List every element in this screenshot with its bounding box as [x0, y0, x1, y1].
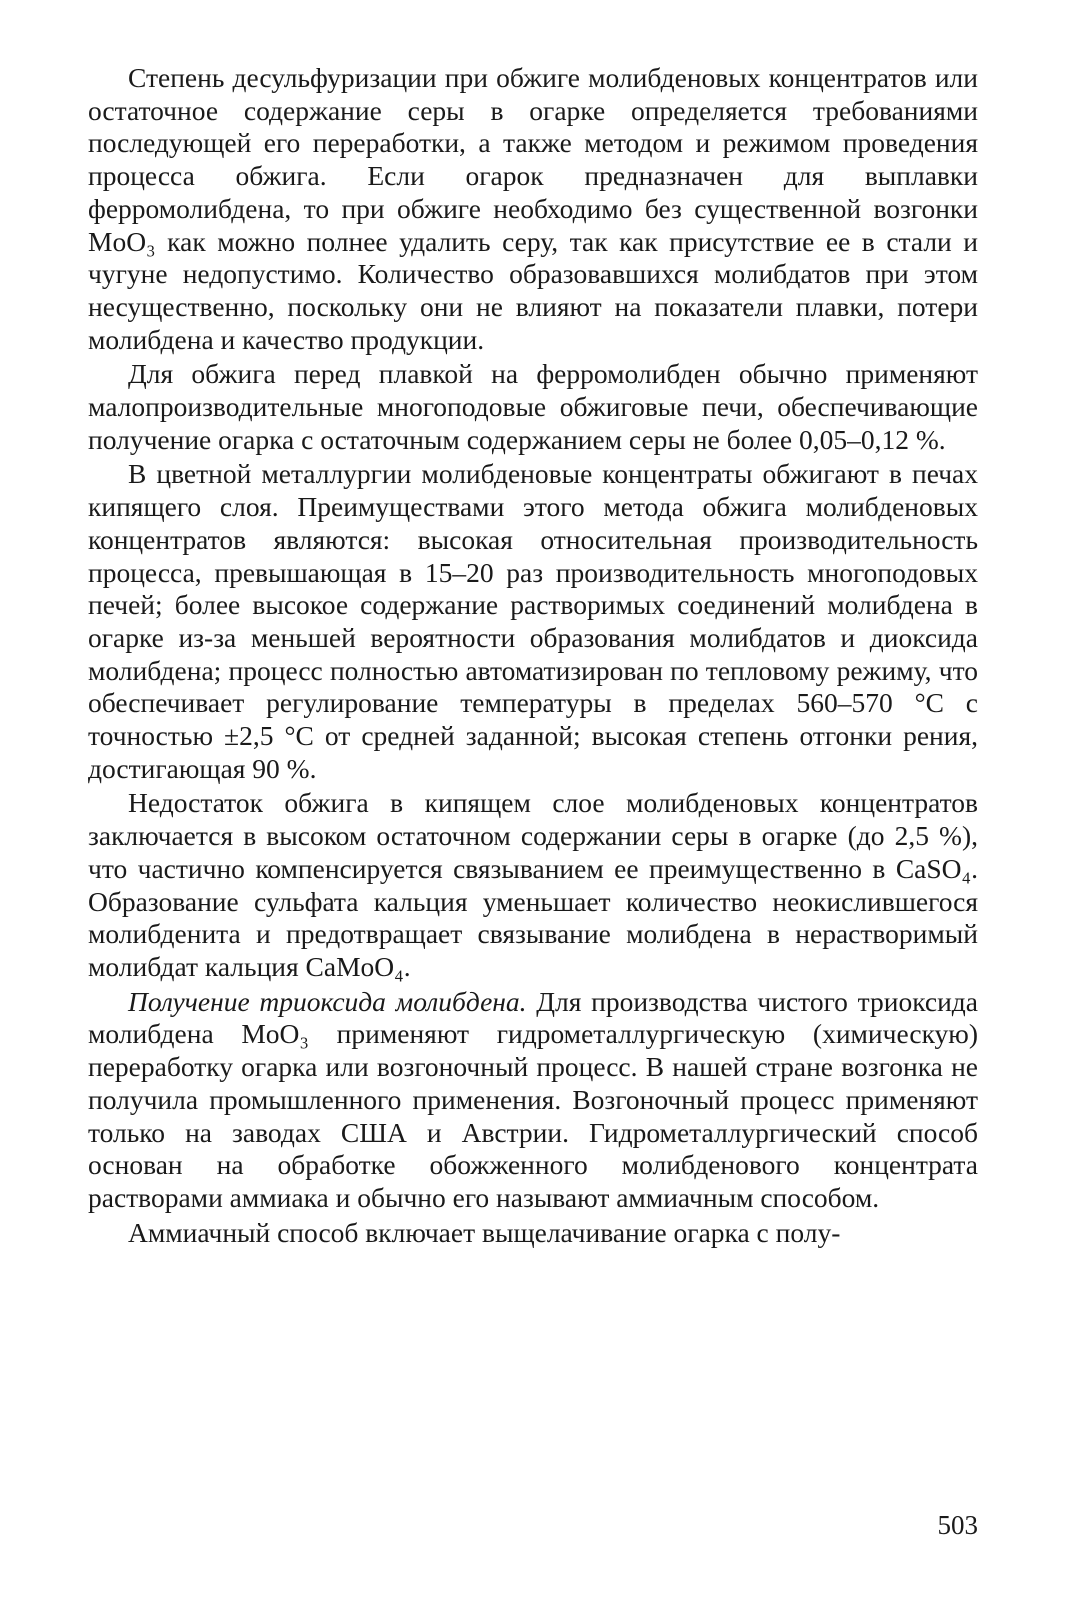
paragraph-fluidized-bed-drawback: Недостаток обжига в кипящем слое молибденовых концентратов заключается в высоком остаточном содержании серы в огарке (до 2,5 %), что частично компенсируется связыванием ее преимущественно в CaSO₄. Образование сульфата кальция уменьшает количество неокислившегося молибденита и предотвращает связывание молибдена в нерастворимый молибдат кальция CaMoO₄.: [88, 787, 978, 982]
paragraph-fluidized-bed-advantages: В цветной металлургии молибденовые концентраты обжигают в печах кипящего слоя. Преимуществами этого метода обжига молибденовых концентратов являются: высокая относительная производительность процесса, превышающая в 15–20 раз производительность многоподовых печей; более высокое содержание растворимых соединений молибдена в огарке из-за меньшей вероятности образования молибдатов и диоксида молибдена; процесс полностью автоматизирован по тепловому режиму, что обеспечивает регулирование температуры в пределах 560–570 °С с точностью ±2,5 °С от средней заданной; высокая степень отгонки рения, достигающая 90 %.: [88, 458, 978, 784]
paragraph-trioxide-text: Для производства чистого триоксида молибдена MoO₃ применяют гидрометаллургическую (химическую) переработку огарка или возгоночный процесс. В нашей стране возгонка не получила промышленного применения. Возгоночный процесс применяют только на заводах США и Австрии. Гидрометаллургический способ основан на обработке обожженного молибденового концентрата растворами аммиака и обычно его называют аммиачным способом.: [88, 985, 978, 1213]
paragraph-desulfurization: Степень десульфуризации при обжиге молибденовых концентратов или остаточное содержание серы в огарке определяется требованиями последующей его переработки, а также методом и режимом проведения процесса обжига. Если огарок предназначен для выплавки ферромолибдена, то при обжиге необходимо без существенной возгонки MoO₃ как можно полнее удалить серу, так как присутствие ее в стали и чугуне недопустимо. Количество образовавшихся молибдатов при этом несущественно, поскольку они не влияют на показатели плавки, потери молибдена и качество продукции.: [88, 62, 978, 355]
paragraph-ammonia-method: Аммиачный способ включает выщелачивание огарка с полу-: [128, 1216, 841, 1248]
page-body: [88, 62, 978, 1251]
page-number: 503: [937, 1510, 978, 1540]
paragraph-multihearth-furnaces: Для обжига перед плавкой на ферромолибден обычно применяют малопроизводительные многоподовые обжиговые печи, обеспечивающие получение огарка с остаточным содержанием серы не более 0,05–0,12 %.: [88, 358, 978, 455]
section-heading-trioxide: Получение триоксида молибдена.: [128, 985, 527, 1017]
paragraph-trioxide-production: [88, 986, 978, 1215]
